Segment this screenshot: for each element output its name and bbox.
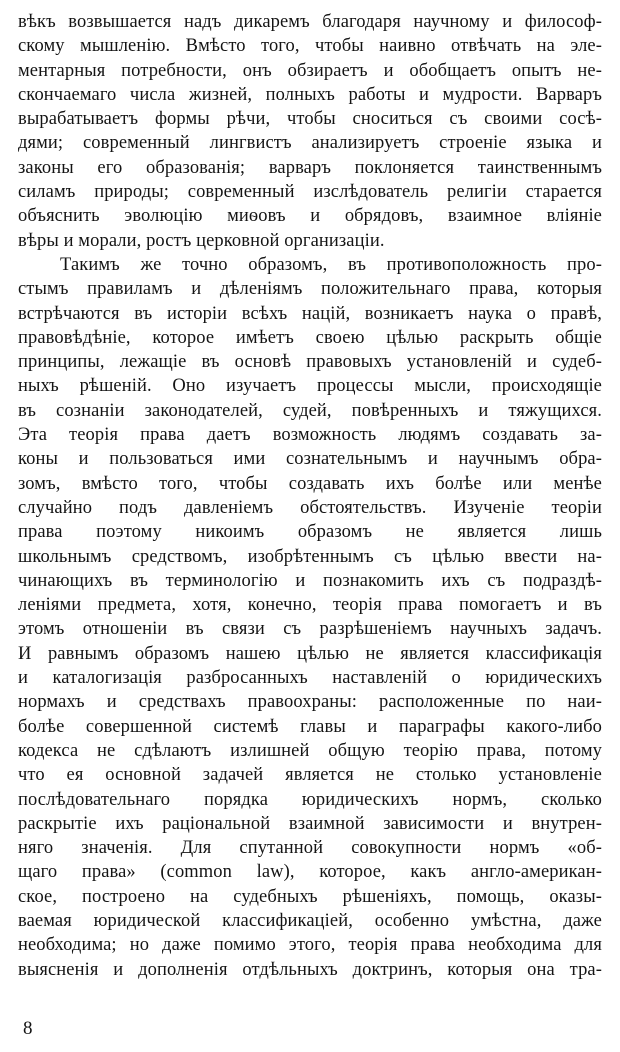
- text-line: случайно подъ давленіемъ обстоятельствъ. Изученіе теоріи: [18, 497, 602, 518]
- text-line: стымъ правиламъ и дѣленіямъ положительнаго права, которыя: [18, 279, 602, 300]
- page-number: 8: [23, 1018, 33, 1039]
- paragraph-1: [18, 10, 602, 253]
- text-line: скому мышленію. Вмѣсто того, чтобы наивно отвѣчать на эле-: [18, 36, 602, 57]
- text-line: И равнымъ образомъ нашею цѣлью не является классификація: [18, 643, 602, 664]
- text-line: школьнымъ средствомъ, изобрѣтеннымъ съ цѣлью ввести на-: [18, 546, 602, 567]
- text-line: коны и пользоваться ими сознательнымъ и научнымъ обра-: [18, 449, 602, 470]
- page-body: [18, 10, 602, 982]
- text-line: чинающихъ въ терминологію и познакомить ихъ съ подраздѣ-: [18, 570, 602, 591]
- text-line: няго значенія. Для спутанной совокупности нормъ «об-: [18, 838, 602, 859]
- text-line: ныхъ рѣшеній. Оно изучаетъ процессы мысли, происходящіе: [18, 376, 602, 397]
- text-line: кодекса не сдѣлаютъ излишней общую теорію права, потому: [18, 740, 602, 761]
- text-line: скончаемаго числа жизней, полныхъ работы и мудрости. Варваръ: [18, 84, 602, 105]
- text-line: Эта теорія права даетъ возможность людямъ создавать за-: [18, 425, 602, 446]
- text-line: щаго права» (common law), которое, какъ англо-американ-: [18, 862, 602, 883]
- text-line: вырабатываетъ формы рѣчи, чтобы сноситься съ своими сосѣ-: [18, 109, 602, 130]
- text-line: раскрытіе ихъ раціональной взаимной зависимости и внутрен-: [18, 813, 602, 834]
- text-line: выясненія и дополненія отдѣльныхъ доктринъ, которыя она тра-: [18, 959, 602, 980]
- text-line: леніями предмета, хотя, конечно, теорія права помогаетъ и въ: [18, 595, 602, 616]
- text-line: силамъ природы; современный изслѣдователь религіи старается: [18, 182, 602, 203]
- text-line: и каталогизація разбросанныхъ наставленій о юридическихъ: [18, 668, 602, 689]
- text-line: вѣры и морали, ростъ церковной организаціи.: [18, 230, 385, 251]
- text-line: объяснить эволюцію миѳовъ и обрядовъ, взаимное вліяніе: [18, 206, 602, 227]
- text-line: послѣдовательнаго порядка юридическихъ нормъ, сколько: [18, 789, 602, 810]
- text-line: принципы, лежащіе въ основѣ правовыхъ установленій и судеб-: [18, 352, 602, 373]
- paragraph-2: [18, 253, 602, 982]
- text-line: дями; современный лингвистъ анализируетъ строеніе языка и: [18, 133, 602, 154]
- text-line: этомъ отношеніи въ связи съ разрѣшеніемъ научныхъ задачъ.: [18, 619, 602, 640]
- text-line: зомъ, вмѣсто того, чтобы создавать ихъ болѣе или менѣе: [18, 473, 602, 494]
- text-line: ваемая юридической классификаціей, особенно умѣстна, даже: [18, 910, 602, 931]
- text-line: правовѣдѣніе, которое имѣетъ своею цѣлью раскрыть общіе: [18, 327, 602, 348]
- text-line: права поэтому никоимъ образомъ не является лишь: [18, 522, 602, 543]
- text-line: вѣкъ возвышается надъ дикаремъ благодаря научному и философ-: [18, 12, 602, 32]
- text-line: встрѣчаются въ исторіи всѣхъ націй, возникаетъ наука о правѣ,: [18, 303, 602, 324]
- text-line: ментарныя потребности, онъ обзираетъ и обобщаетъ опытъ не-: [18, 60, 602, 81]
- text-line: необходима; но даже помимо этого, теорія права необходима для: [18, 935, 602, 956]
- text-line: въ сознаніи законодателей, судей, повѣренныхъ и тяжущихся.: [18, 400, 602, 421]
- text-line: законы его образованія; варваръ поклоняется таинственнымъ: [18, 157, 602, 178]
- text-line: ское, построено на судебныхъ рѣшеніяхъ, помощь, оказы-: [18, 886, 602, 907]
- text-line: Такимъ же точно образомъ, въ противоположность про-: [60, 254, 602, 275]
- text-line: нормахъ и средствахъ правоохраны: расположенные по наи-: [18, 692, 602, 713]
- text-line: болѣе совершенной системѣ главы и параграфы какого-либо: [18, 716, 602, 737]
- text-line: что ея основной задачей является не столько установленіе: [18, 765, 602, 786]
